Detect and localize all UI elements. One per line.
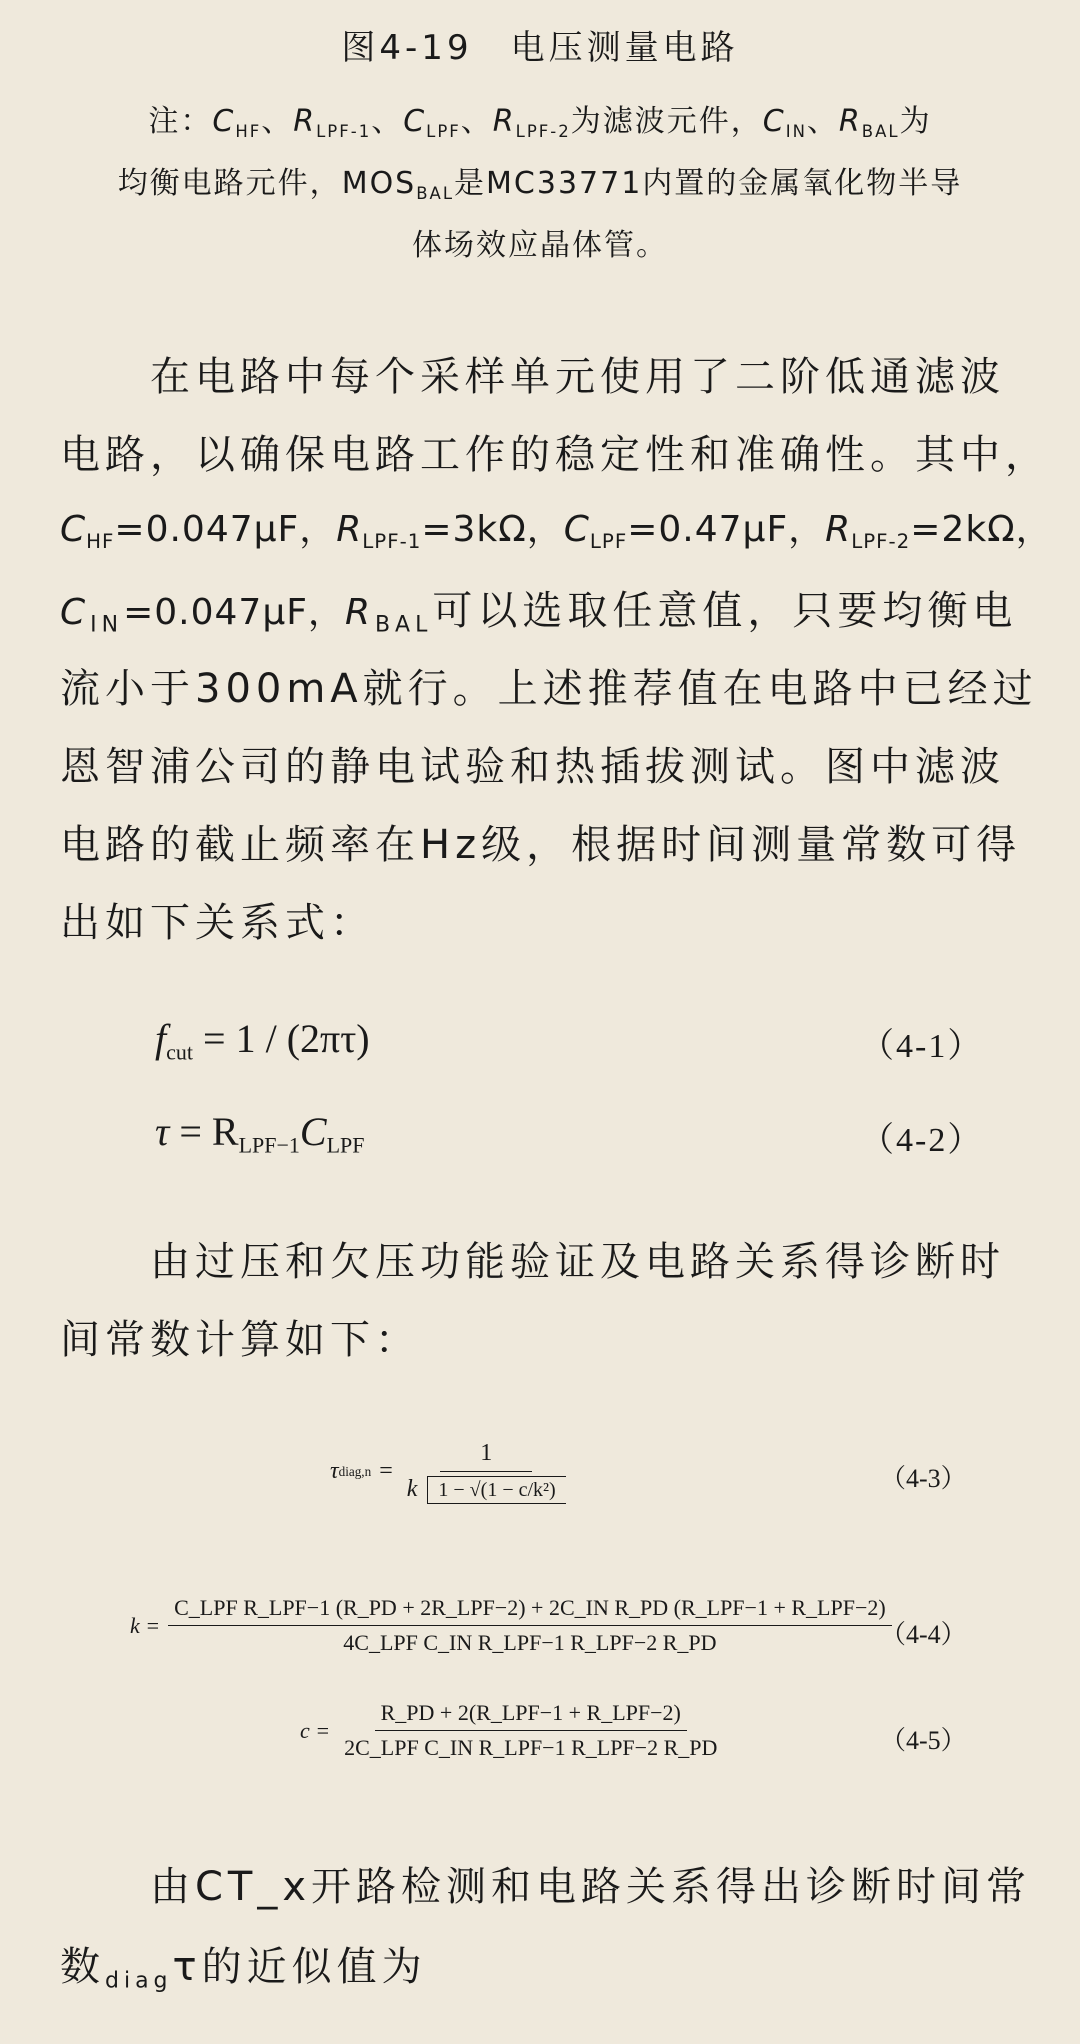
value-c-in: =0.047μF， [123, 592, 345, 633]
fraction-numerator: R_PD + 2(R_LPF−1 + R_LPF−2) [375, 1700, 687, 1731]
fraction [168, 1595, 892, 1656]
eq-symbol-tau: τ [330, 1458, 339, 1484]
paragraph-2-line-2: 间常数计算如下： [60, 1317, 420, 1363]
eq-sub-diag: diag,n [338, 1463, 372, 1479]
symbol-sub: LPF-1 [362, 529, 422, 553]
fraction-numerator: C_LPF R_LPF−1 (R_PD + 2R_LPF−2) + 2C_IN R_PD (R_LPF−1 + R_LPF−2) [168, 1595, 892, 1626]
paragraph-3-line-2 [60, 1935, 1020, 1994]
paragraph-2-line-1: 由过压和欠压功能验证及电路关系得诊断时 [150, 1239, 1005, 1285]
fraction [338, 1700, 723, 1761]
eq-sub: LPF [326, 1132, 365, 1158]
paragraph-1-line-3 [60, 501, 1053, 553]
symbol-sub: IN [90, 612, 124, 638]
equation-number-4-3: （4-3） [880, 1464, 967, 1493]
equation-4-2 [155, 1108, 365, 1159]
eq-symbol-c: C [299, 1109, 327, 1154]
symbol-c-hf-sub: HF [235, 121, 262, 141]
separator: 、 [371, 104, 404, 139]
equation-4-5 [300, 1700, 723, 1761]
paragraph-1-line-7: 电路的截止频率在Hz级，根据时间测量常数可得 [60, 822, 1022, 868]
symbol-c-in: C [60, 592, 91, 633]
value-c-lpf: =0.47μF， [627, 509, 826, 550]
note-line2-b: 是MC33771内置的金属氧化物半导 [454, 166, 963, 201]
symbol-r-lpf2: R [492, 104, 516, 139]
eq-symbol-k: k [406, 1476, 418, 1502]
symbol-r-lpf1: R [293, 104, 317, 139]
symbol-sub: BAL [374, 612, 433, 638]
equation-4-3 [330, 1440, 572, 1503]
separator: 、 [261, 104, 294, 139]
fraction [401, 1440, 572, 1503]
eq-lhs-k: k = [130, 1612, 161, 1638]
paragraph-1-line-4 [60, 579, 1020, 638]
symbol-c-hf: C [212, 104, 236, 139]
figure-caption: 图4-19 电压测量电路 [341, 28, 739, 68]
note-is-text: 为 [899, 104, 932, 139]
symbol-sub: HF [86, 529, 115, 553]
eq-equals: = [379, 1458, 393, 1484]
symbol-r-bal: R [344, 592, 375, 633]
symbol-sub: LPF-2 [851, 529, 911, 553]
note-line-3: 体场效应晶体管。 [412, 228, 668, 263]
paragraph-1-line-5: 流小于300mA就行。上述推荐值在电路中已经过 [60, 666, 1038, 712]
equation-4-4 [130, 1595, 892, 1656]
eq-lhs-c: c = [300, 1717, 331, 1743]
paragraph-3-line-1: 由CT_x开路检测和电路关系得出诊断时间常 [150, 1864, 1032, 1910]
symbol-r-lpf2: R [825, 509, 852, 550]
symbol-r-bal-sub: BAL [861, 121, 900, 141]
symbol-c-hf: C [60, 509, 87, 550]
symbol-c-lpf: C [403, 104, 427, 139]
note-line-1 [0, 96, 1080, 141]
symbol-r-lpf2-sub: LPF-2 [515, 121, 571, 141]
eq-symbol-f: f [155, 1016, 167, 1061]
paragraph-3-text-a: 数 [60, 1944, 105, 1990]
note-filter-text: 为滤波元件， [570, 104, 763, 139]
symbol-c-lpf: C [563, 509, 590, 550]
separator: 、 [806, 104, 839, 139]
eq-sub: LPF−1 [238, 1132, 300, 1158]
value-r-lpf2: =2kΩ， [910, 509, 1053, 550]
value-c-hf: =0.047μF， [114, 509, 337, 550]
separator: 、 [460, 104, 493, 139]
symbol-r-lpf1-sub: LPF-1 [316, 121, 372, 141]
bracket-expression: 1 − √(1 − c/k²) [427, 1476, 565, 1504]
note-prefix: 注： [148, 104, 213, 139]
fraction-denominator: 2C_LPF C_IN R_LPF−1 R_LPF−2 R_PD [344, 1735, 718, 1760]
symbol-c-lpf-sub: LPF [426, 121, 461, 141]
equation-number-4-4: （4-4） [880, 1620, 967, 1649]
paragraph-1-line-2: 电路，以确保电路工作的稳定性和准确性。其中， [60, 432, 1050, 478]
equation-4-1 [155, 1015, 370, 1066]
equation-number-4-2: （4-2） [860, 1122, 984, 1159]
paragraph-3-text-b: τ的近似值为 [172, 1944, 427, 1990]
fraction-denominator: 4C_LPF C_IN R_LPF−1 R_LPF−2 R_PD [343, 1630, 717, 1655]
equation-number-4-1: （4-1） [860, 1028, 984, 1065]
paragraph-1-line-4-rest: 可以选取任意值，只要均衡电 [432, 588, 1018, 634]
symbol-c-in-sub: IN [785, 121, 807, 141]
eq-rhs: = 1 / (2πτ) [203, 1016, 370, 1061]
symbol-r-lpf1: R [336, 509, 363, 550]
fraction-denominator [401, 1472, 572, 1503]
note-line-2 [0, 158, 1080, 203]
fraction-numerator: 1 [440, 1440, 532, 1472]
symbol-sub-diag: diag [105, 1968, 173, 1994]
equation-number-4-5: （4-5） [880, 1726, 967, 1755]
eq-symbol-tau: τ [155, 1109, 170, 1154]
symbol-r-bal: R [838, 104, 862, 139]
eq-sub-cut: cut [166, 1039, 194, 1065]
value-r-lpf1: =3kΩ， [421, 509, 564, 550]
paragraph-1-line-6: 恩智浦公司的静电试验和热插拔测试。图中滤波 [60, 744, 1005, 790]
note-line2-a: 均衡电路元件， [117, 166, 342, 201]
paragraph-1-line-1: 在电路中每个采样单元使用了二阶低通滤波 [150, 354, 1005, 400]
eq-rhs-r: = R [179, 1109, 239, 1154]
symbol-sub: LPF [589, 529, 628, 553]
paragraph-1-line-8: 出如下关系式： [60, 900, 375, 946]
symbol-mos-sub: BAL [416, 183, 455, 203]
symbol-mos: MOS [341, 166, 417, 201]
symbol-c-in: C [762, 104, 786, 139]
